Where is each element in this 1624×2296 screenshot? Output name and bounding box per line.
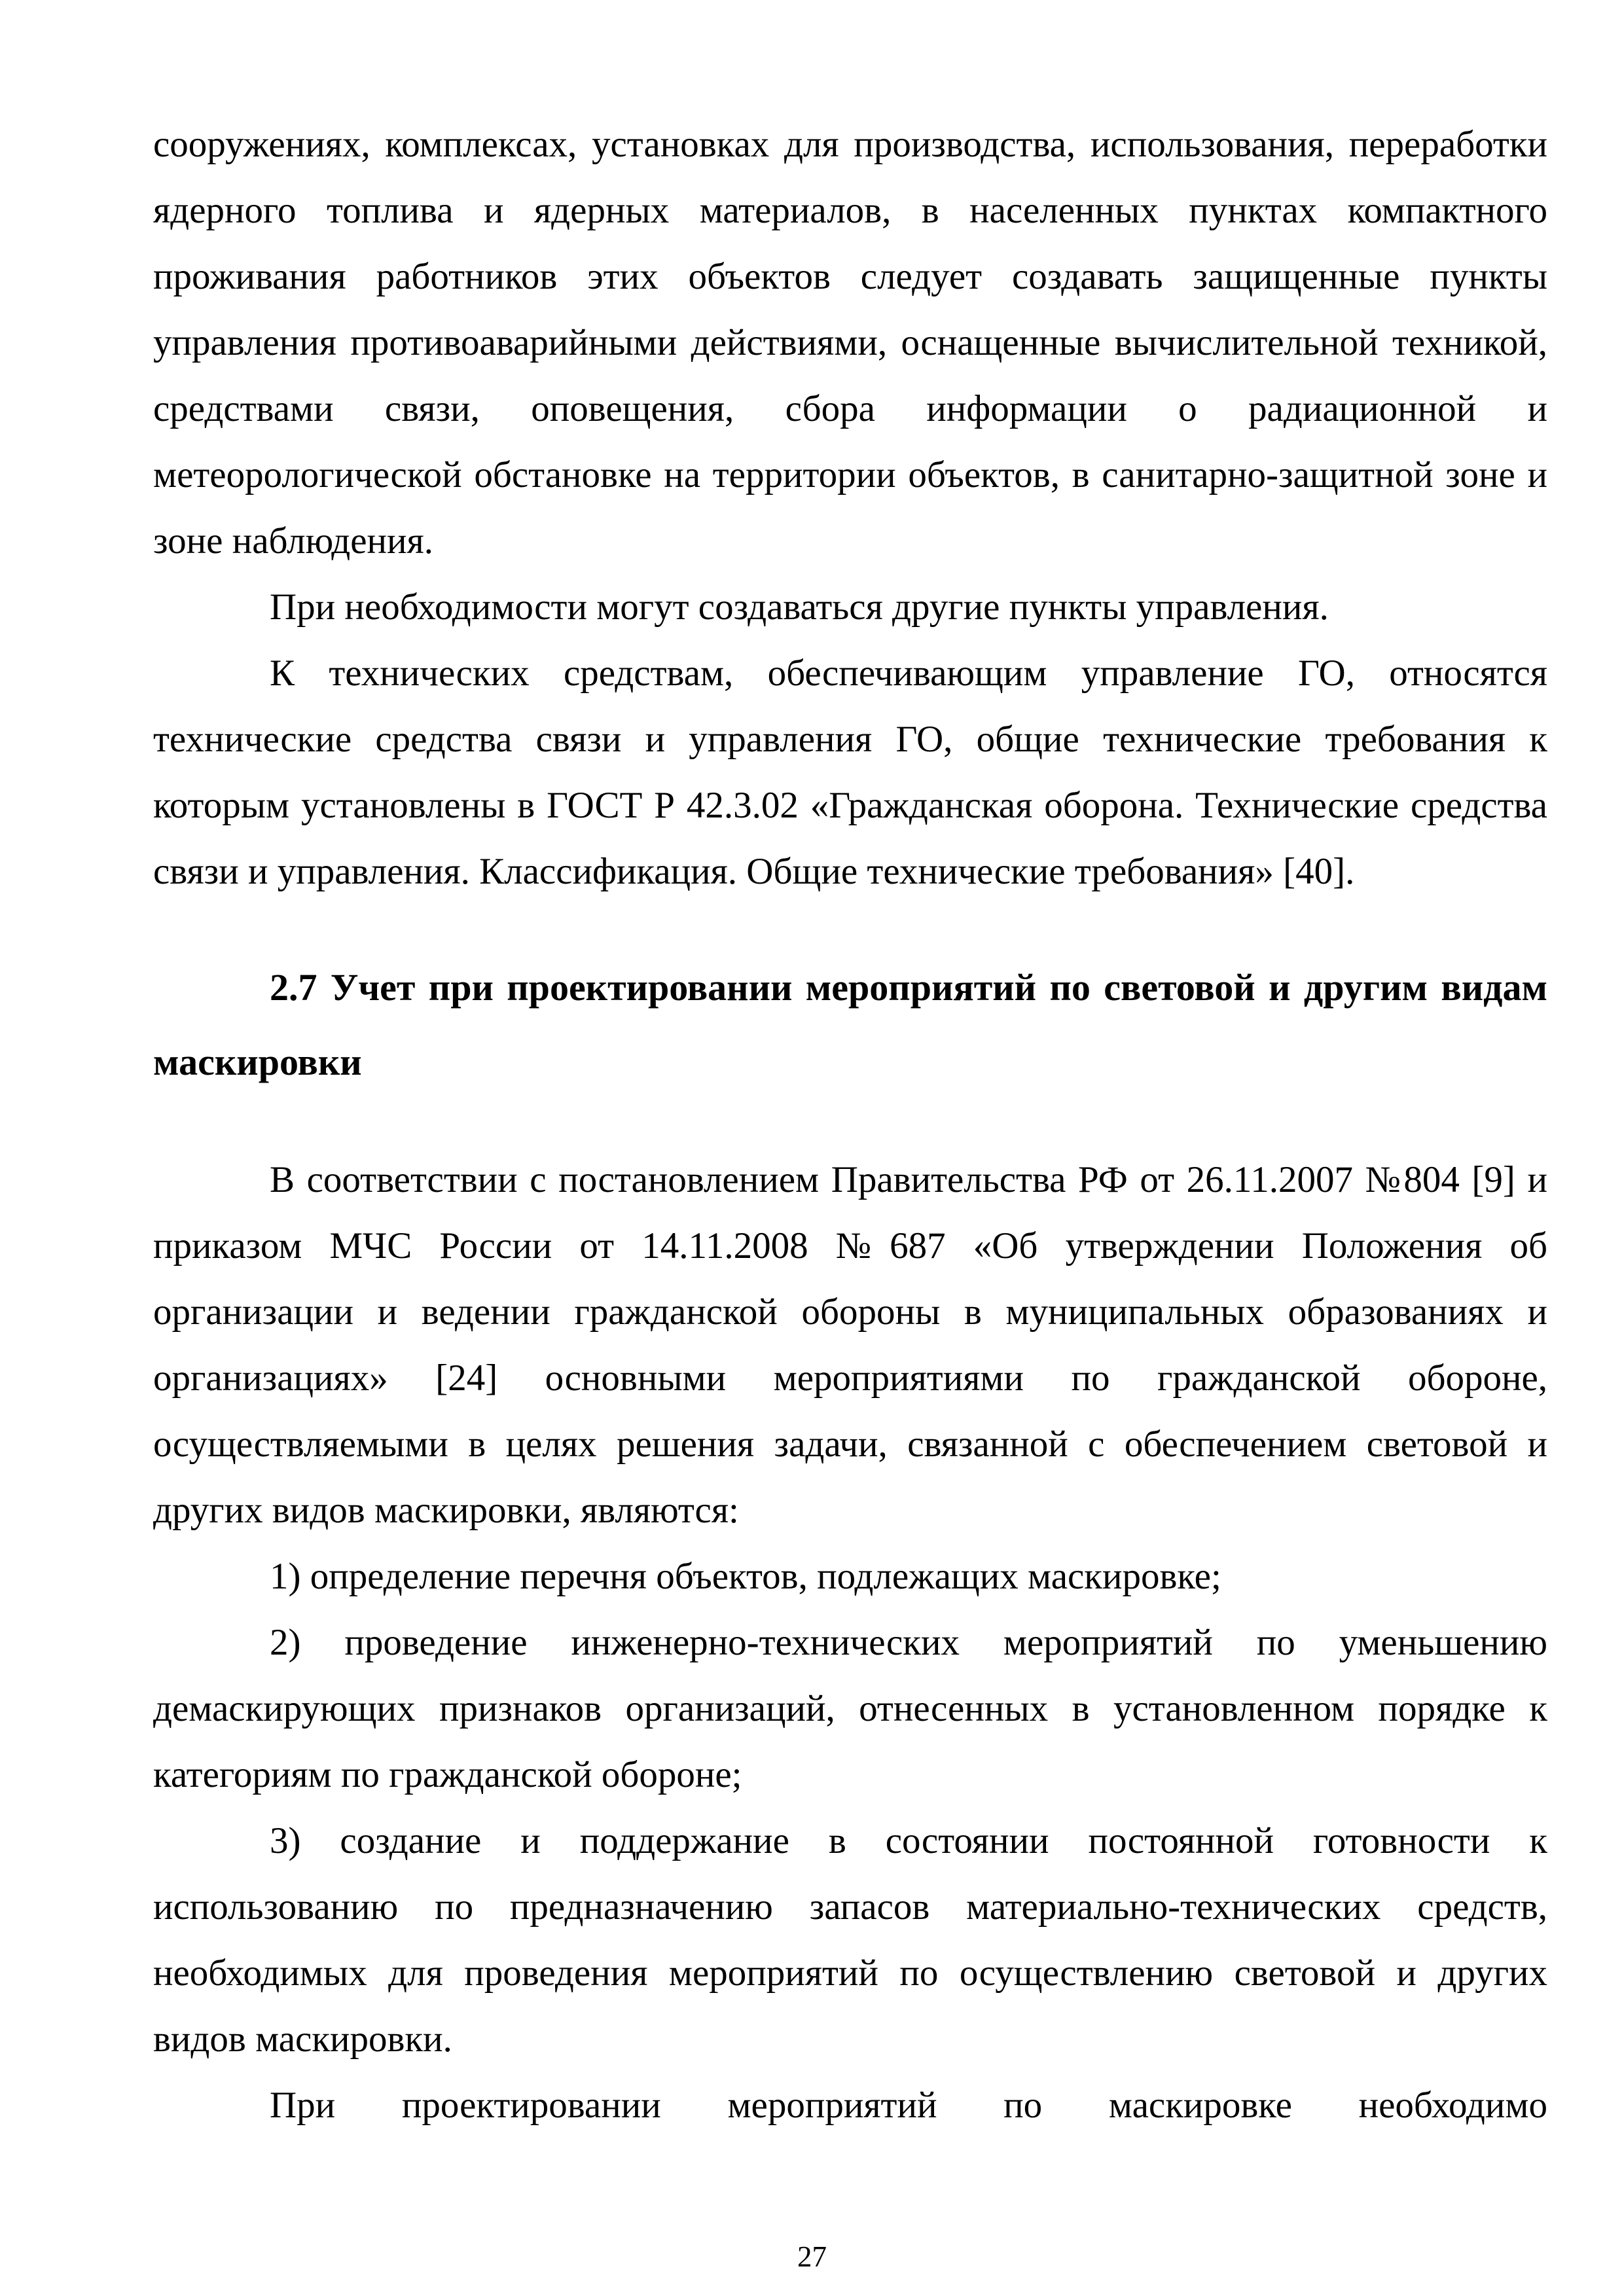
paragraph-last-fragment: При проектировании мероприятий по маскировке необходимо xyxy=(270,2085,1547,2126)
body-text-bottom xyxy=(153,1147,1547,2138)
page-number: 27 xyxy=(797,2240,827,2273)
list-item-3: 3) создание и поддержание в состоянии постоянной готовности к использованию по предназначению запасов материально-технических средств, необходимых для проведения мероприятий по осуществлению световой и других видов маскировки. xyxy=(153,1820,1547,2060)
list-item-1: 1) определение перечня объектов, подлежащих маскировке; xyxy=(270,1556,1221,1597)
paragraph-tech-means: К технических средствам, обеспечивающим управление ГО, относятся технические средства связи и управления ГО, общие технические требования к которым установлены в ГОСТ Р 42.3.02 «Гражданская оборона. Технические средства связи и управления. Классификация. Общие технические требования» [40]. xyxy=(153,653,1547,892)
paragraph-regulation: В соответствии с постановлением Правительства РФ от 26.11.2007 №804 [9] и приказом МЧС России от 14.11.2008 №687 «Об утверждении Положения об организации и ведении гражданской обороны в муниципальных образованиях и организациях» [24] основными мероприятиями по гражданской обороне, осуществляемыми в целях решения задачи, связанной с обеспечением световой и других видов маскировки, являются: xyxy=(153,1159,1547,1531)
paragraph-continued: сооружениях, комплексах, установках для производства, использования, переработки ядерного топлива и ядерных материалов, в населенных пунктах компактного проживания работников этих объектов следует создавать защищенные пункты управления противоаварийными действиями, оснащенные вычислительной техникой, средствами связи, оповещения, сбора информации о радиационной и метеорологической обстановке на территории объектов, в санитарно-защитной зоне и зоне наблюдения. xyxy=(153,124,1547,562)
paragraph-other-points: При необходимости могут создаваться другие пункты управления. xyxy=(270,586,1329,628)
section-heading: 2.7 Учет при проектировании мероприятий по световой и другим видам маскировки xyxy=(153,966,1547,1083)
list-item-2: 2) проведение инженерно-технических мероприятий по уменьшению демаскирующих признаков организаций, отнесенных в установленном порядке к категориям по гражданской обороне; xyxy=(153,1622,1547,1795)
body-text-top xyxy=(153,111,1547,905)
